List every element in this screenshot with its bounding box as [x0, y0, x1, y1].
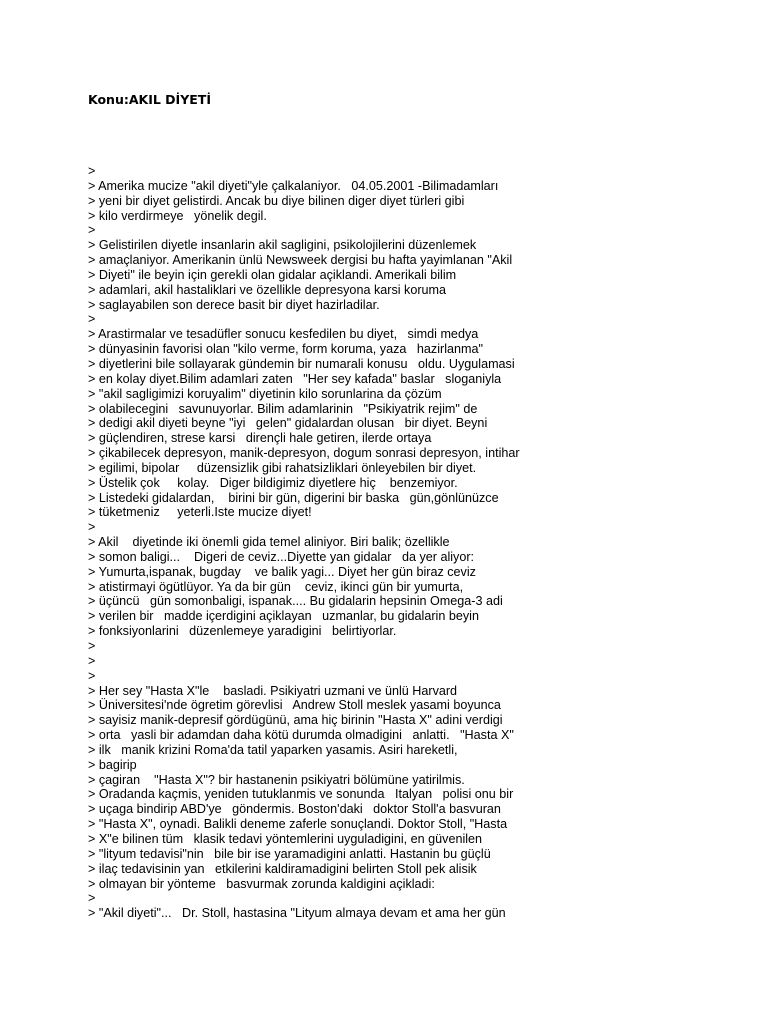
body-line: > Oradanda kaçmis, yeniden tutuklanmis ve sonunda Italyan polisi onu bir: [88, 787, 514, 802]
body-line: >: [88, 668, 96, 683]
body-line: >: [88, 891, 96, 906]
body-line: >: [88, 520, 96, 535]
body-line: > "lityum tedavisi"nin bile bir ise yaramadigini anlatti. Hastanin bu güçlü: [88, 846, 491, 861]
body-line: > yeni bir diyet gelistirdi. Ancak bu diye bilinen diger diyet türleri gibi: [88, 193, 465, 208]
body-line: > "Hasta X", oynadi. Balikli deneme zaferle sonuçlandi. Doktor Stoll, "Hasta: [88, 817, 508, 832]
body-line: > Üniversitesi'nde ögretim görevlisi Andrew Stoll meslek yasami boyunca: [88, 698, 501, 713]
body-line: > Amerika mucize "akil diyeti"yle çalkalaniyor. 04.05.2001 -Bilimadamları: [88, 178, 499, 193]
body-line: > fonksiyonlarini düzenlemeye yaradigini belirtiyorlar.: [88, 624, 397, 639]
body-line: > en kolay diyet.Bilim adamlari zaten "Her sey kafada" baslar sloganiyla: [88, 371, 502, 386]
body-line: > "Akil diyeti"... Dr. Stoll, hastasina "Lityum almaya devam et ama her gün: [88, 906, 506, 921]
body-line: > adamlari, akil hastaliklari ve özellikle depresyona karsi koruma: [88, 282, 447, 297]
body-line: > ilk manik krizini Roma'da tatil yaparken yasamis. Asiri hareketli,: [88, 742, 458, 757]
body-line: > bagirip: [88, 757, 137, 772]
body-line: > Üstelik çok kolay. Diger bildigimiz diyetlere hiç benzemiyor.: [88, 475, 458, 490]
body-line: > çikabilecek depresyon, manik-depresyon, dogum sonrasi depresyon, intihar: [88, 446, 520, 461]
body-line: > "akil sagligimizi koruyalim" diyetinin kilo sorunlarina da çözüm: [88, 386, 442, 401]
body-line: > diyetlerini bile sollayarak gündemin bir numarali konusu oldu. Uygulamasi: [88, 356, 515, 371]
body-line: > olabilecegini savunuyorlar. Bilim adamlarinin "Psikiyatrik rejim" de: [88, 401, 478, 416]
body-line: >: [88, 639, 96, 653]
document-title: Konu:AKIL DİYETİ: [88, 92, 211, 107]
body-line: > güçlendiren, strese karsi dirençli hale getiren, ilerde ortaya: [88, 431, 432, 446]
body-line: > X"e bilinen tüm klasik tedavi yöntemlerini uyguladigini, en güvenilen: [88, 831, 483, 846]
body-line: > orta yasli bir adamdan daha kötü durumda olmadigini anlatti. "Hasta X": [88, 728, 514, 743]
body-line: > egilimi, bipolar düzensizlik gibi rahatsizliklari önleyebilen bir diyet.: [88, 460, 477, 475]
body-line: >: [88, 312, 96, 327]
body-line: > atistirmayi ögütlüyor. Ya da bir gün ceviz, ikinci gün bir yumurta,: [88, 579, 464, 594]
body-line: > çagiran "Hasta X"? bir hastanenin psikiyatri bölümüne yatirilmis.: [88, 772, 465, 787]
body-line: > tüketmeniz yeterli.Iste mucize diyet!: [88, 505, 312, 520]
body-line: > Yumurta,ispanak, bugday ve balik yagi... Diyet her gün biraz ceviz: [88, 564, 476, 579]
body-line: >: [88, 164, 96, 178]
body-line: > somon baligi... Digeri de ceviz...Diyette yan gidalar da yer aliyor:: [88, 549, 475, 564]
body-line: > üçüncü gün somonbaligi, ispanak.... Bu gidalarin hepsinin Omega-3 adi: [88, 594, 503, 609]
body-line: > Listedeki gidalardan, birini bir gün, digerini bir baska gün,gönlünüzce: [88, 490, 499, 505]
body-line: > sayisiz manik-depresif gördügünü, ama hiç birinin "Hasta X" adini verdigi: [88, 713, 503, 728]
body-line: > Gelistirilen diyetle insanlarin akil sagligini, psikolojilerini düzenlemek: [88, 238, 477, 253]
body-line: > kilo verdirmeye yönelik degil.: [88, 208, 267, 223]
body-line: > dünyasinin favorisi olan "kilo verme, form koruma, yaza hazirlanma": [88, 342, 483, 357]
body-line: >: [88, 223, 96, 238]
body-line: > Her sey "Hasta X"le basladi. Psikiyatri uzmani ve ünlü Harvard: [88, 683, 458, 698]
body-line: > Akil diyetinde iki önemli gida temel aliniyor. Biri balik; özellikle: [88, 535, 450, 550]
document-body: [88, 164, 760, 921]
body-line: >: [88, 653, 96, 668]
body-line: > ilaç tedavisinin yan etkilerini kaldiramadigini belirten Stoll pek alisik: [88, 861, 477, 876]
body-line: > amaçlaniyor. Amerikanin ünlü Newsweek dergisi bu hafta yayimlanan "Akil: [88, 253, 513, 268]
body-line: > verilen bir madde içerdigini açiklayan uzmanlar, bu gidalarin beyin: [88, 609, 479, 624]
body-line: > saglayabilen son derece basit bir diyet hazirladilar.: [88, 297, 380, 312]
body-line: > uçaga bindirip ABD'ye göndermis. Boston'daki doktor Stoll'a basvuran: [88, 802, 501, 817]
body-line: > dedigi akil diyeti beyne "iyi gelen" gidalardan olusan bir diyet. Beyni: [88, 416, 488, 431]
body-line: > Arastirmalar ve tesadüfler sonucu kesfedilen bu diyet, simdi medya: [88, 327, 479, 342]
body-line: > olmayan bir yönteme basvurmak zorunda kaldigini açikladi:: [88, 876, 435, 891]
body-line: > Diyeti" ile beyin için gerekli olan gidalar açiklandi. Amerikali bilim: [88, 267, 457, 282]
